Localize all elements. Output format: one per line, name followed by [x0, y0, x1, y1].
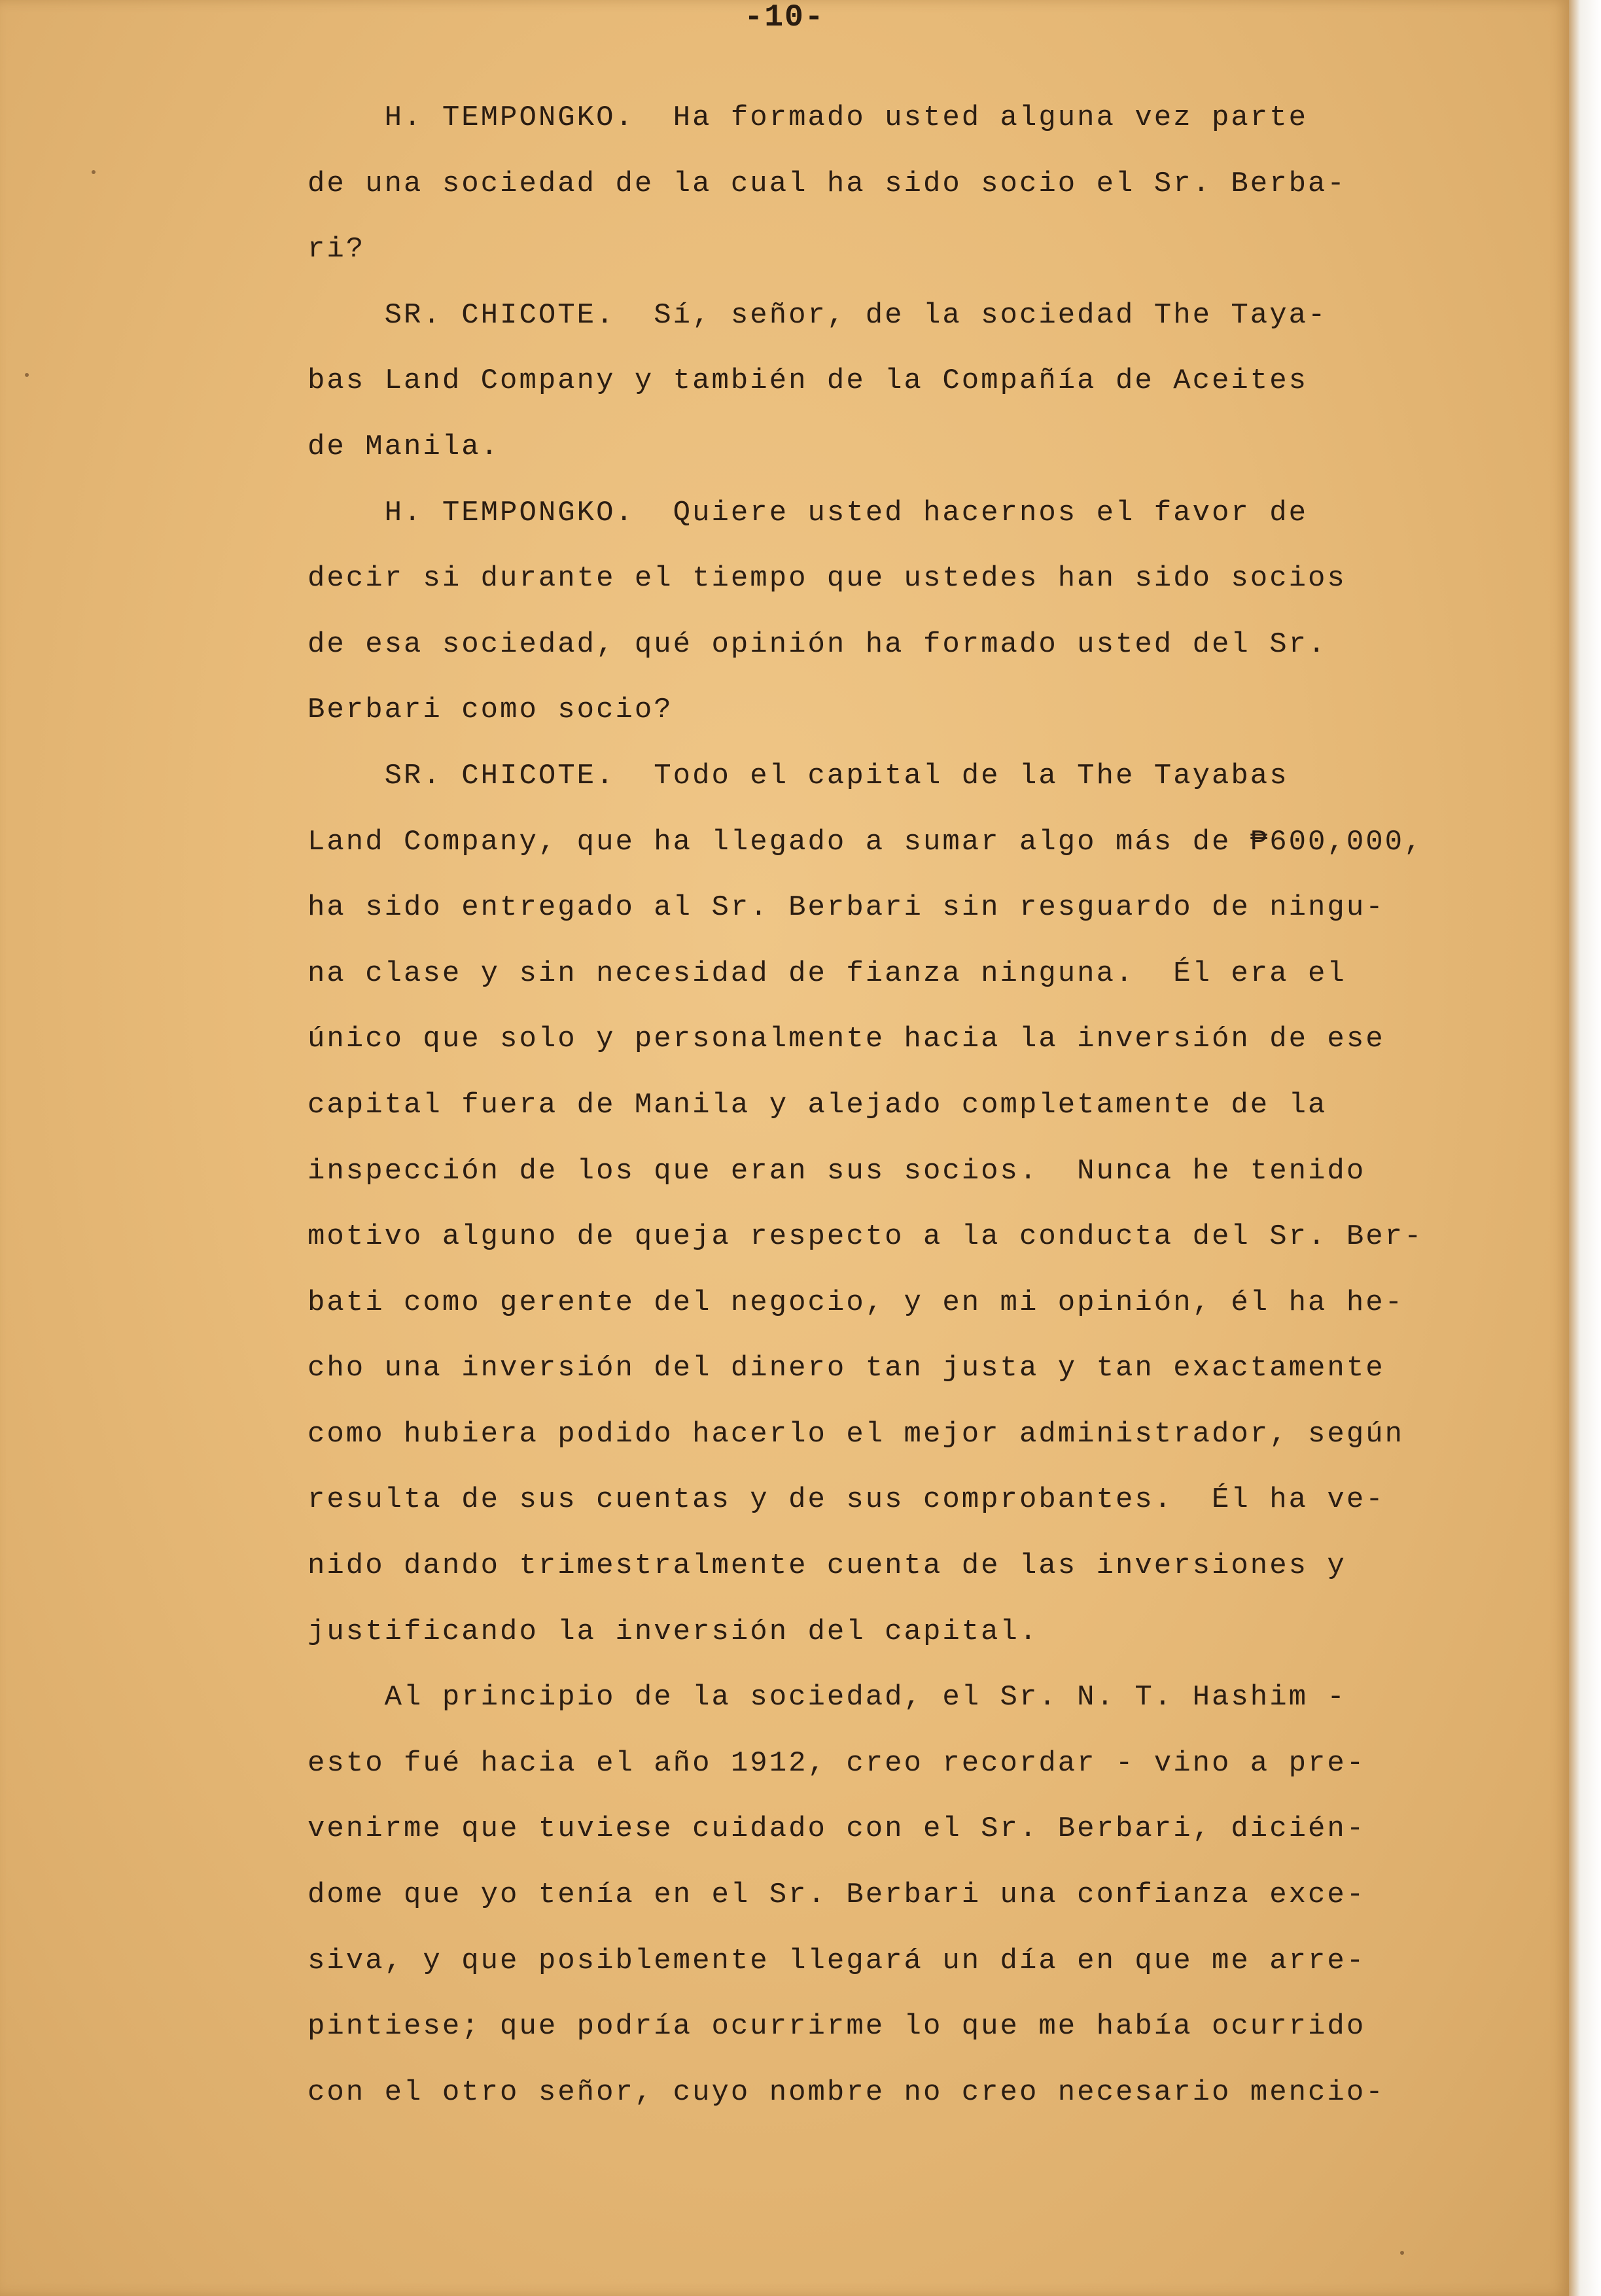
text-line: como hubiera podido hacerlo el mejor administrador, según: [308, 1417, 1405, 1451]
text-line: ri?: [308, 233, 366, 266]
text-line: con el otro señor, cuyo nombre no creo necesario mencio-: [308, 2075, 1385, 2109]
text-line: justificando la inversión del capital.: [308, 1615, 1039, 1648]
text-line: Land Company, que ha llegado a sumar algo más de ₱600,000,: [308, 825, 1424, 858]
text-line: inspección de los que eran sus socios. Nunca he tenido: [308, 1154, 1366, 1188]
text-line: bas Land Company y también de la Compañía de Aceites: [308, 364, 1309, 398]
text-line: de una sociedad de la cual ha sido socio el Sr. Berba-: [308, 167, 1346, 200]
text-line: H. TEMPONGKO. Quiere usted hacernos el favor de: [308, 496, 1309, 529]
ink-speck: [92, 170, 96, 174]
text-line: SR. CHICOTE. Todo el capital de la The Tayabas: [308, 759, 1289, 792]
text-line: siva, y que posiblemente llegará un día en que me arre-: [308, 1944, 1366, 1977]
paragraph-tempongko-question-1: [308, 85, 1446, 283]
page-number: -10-: [744, 0, 825, 35]
text-line: venirme que tuviese cuidado con el Sr. Berbari, dicién-: [308, 1812, 1366, 1846]
text-line: na clase y sin necesidad de fianza ninguna. Él era el: [308, 957, 1346, 990]
text-line: dome que yo tenía en el Sr. Berbari una confianza exce-: [308, 1879, 1366, 1912]
text-line: capital fuera de Manila y alejado completamente de la: [308, 1088, 1328, 1122]
text-line: motivo alguno de queja respecto a la conducta del Sr. Ber-: [308, 1220, 1424, 1254]
paragraph-chicote-answer-1: [308, 283, 1446, 480]
text-line: esto fué hacia el año 1912, creo recordar - vino a pre-: [308, 1746, 1366, 1780]
ink-speck: [1400, 2251, 1404, 2255]
paragraph-hashim-warning: [308, 1665, 1446, 2125]
text-line: decir si durante el tiempo que ustedes han sido socios: [308, 562, 1346, 595]
text-line: cho una inversión del dinero tan justa y tan exactamente: [308, 1352, 1385, 1385]
paper-edge: [1569, 0, 1601, 2296]
ink-speck: [25, 373, 29, 377]
text-line: único que solo y personalmente hacia la inversión de ese: [308, 1023, 1385, 1056]
text-line: Al principio de la sociedad, el Sr. N. T. Hashim -: [308, 1681, 1346, 1714]
text-line: SR. CHICOTE. Sí, señor, de la sociedad The Taya-: [308, 298, 1328, 332]
text-line: ha sido entregado al Sr. Berbari sin resguardo de ningu-: [308, 891, 1385, 925]
text-line: nido dando trimestralmente cuenta de las inversiones y: [308, 1549, 1346, 1583]
text-line: de Manila.: [308, 430, 501, 463]
text-line: bati como gerente del negocio, y en mi opinión, él ha he-: [308, 1286, 1405, 1319]
text-line: de esa sociedad, qué opinión ha formado usted del Sr.: [308, 627, 1328, 661]
paragraph-chicote-answer-2: [308, 743, 1446, 1665]
text-line: Berbari como socio?: [308, 694, 673, 727]
text-line: pintiese; que podría ocurrirme lo que me había ocurrido: [308, 2010, 1366, 2043]
document-body: [308, 85, 1446, 2125]
text-line: resulta de sus cuentas y de sus comprobantes. Él ha ve-: [308, 1483, 1385, 1517]
text-line: H. TEMPONGKO. Ha formado usted alguna vez parte: [308, 101, 1309, 134]
paragraph-tempongko-question-2: [308, 480, 1446, 743]
